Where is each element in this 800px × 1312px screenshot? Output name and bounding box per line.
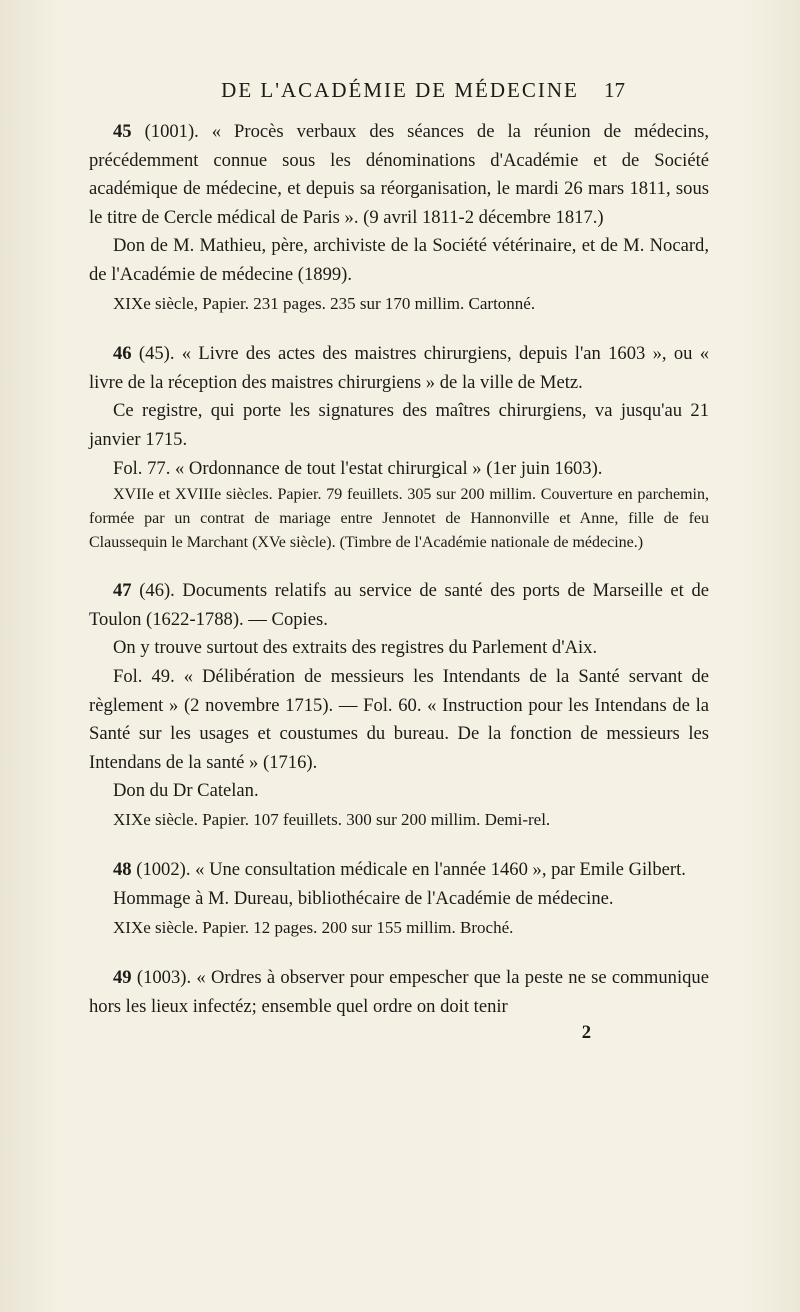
signature-mark: 2 [581,1022,591,1044]
catalog-entry-45 [89,118,709,318]
entry-physical-description: XIXe siècle. Papier. 107 feuillets. 300 sur 200 millim. Demi-rel. [113,809,551,829]
catalog-entry-47 [89,577,709,834]
page-number: 17 [604,78,625,102]
catalog-text [89,118,709,1048]
entry-description: (46). Documents relatifs au service de santé des ports de Marseille et de Toulon (1622-1788). — Copies. [89,580,709,630]
entry-number: 48 [113,859,132,881]
catalog-entry-49 [89,964,709,1021]
entry-folio-note: Fol. 49. « Délibération de messieurs les Intendants de la Santé servant de règlement » (2 novembre 1715). — Fol. 60. « Instruction pour les Intendans de la Santé sur les usages et coustumes du bureau. De la fonction de messieurs les Intendans de la santé » (1716). [89,665,709,773]
entry-number: 49 [113,967,132,989]
entry-description: (45). « Livre des actes des maistres chirurgiens, depuis l'an 1603 », ou « livre de la réception des maistres chirurgiens » de la ville de Metz. [89,343,709,393]
entry-physical-description: XIXe siècle, Papier. 231 pages. 235 sur 170 millim. Cartonné. [113,293,536,313]
catalog-entry-46 [89,340,709,555]
entry-description: (1001). « Procès verbaux des séances de la réunion de médecins, précédemment connue sous les dénominations d'Académie et de Société académique de médecine, et depuis sa réorganisation, le mardi 26 mars 1811, sous le titre de Cercle médical de Paris ». (9 avril 1811-2 décembre 1817.) [89,121,709,228]
entry-provenance: Don de M. Mathieu, père, archiviste de la Société vétérinaire, et de M. Nocard, de l'Académie de médecine (1899). [89,235,709,285]
catalog-entry-48 [89,856,709,942]
entry-provenance: Hommage à M. Dureau, bibliothécaire de l'Académie de médecine. [113,888,614,910]
entry-physical-description: XIXe siècle. Papier. 12 pages. 200 sur 155 millim. Broché. [113,917,514,937]
entry-note: On y trouve surtout des extraits des registres du Parlement d'Aix. [113,637,598,659]
entry-provenance: Don du Dr Catelan. [113,780,259,802]
entry-note: Ce registre, qui porte les signatures des maîtres chirurgiens, va jusqu'au 21 janvier 1715. [89,400,709,450]
running-title: DE L'ACADÉMIE DE MÉDECINE [221,78,579,102]
entry-physical-description: XVIIe et XVIIIe siècles. Papier. 79 feuillets. 305 sur 200 millim. Couverture en parchemin, formée par un contrat de mariage entre Jennotet de Hannonville et Anne, fille de feu Claussequin le Marchant (XVe siècle). (Timbre de l'Académie nationale de médecine.) [89,486,709,552]
entry-number: 47 [113,580,132,602]
entry-number: 46 [113,343,132,365]
entry-number: 45 [113,121,132,142]
entry-folio-note: Fol. 77. « Ordonnance de tout l'estat chirurgical » (1er juin 1603). [113,457,603,479]
entry-description: (1002). « Une consultation médicale en l'année 1460 », par Emile Gilbert. [136,859,686,881]
entry-description: (1003). « Ordres à observer pour empescher que la peste ne se communique hors les lieux infectéz; ensemble quel ordre on doit tenir [89,967,709,1017]
